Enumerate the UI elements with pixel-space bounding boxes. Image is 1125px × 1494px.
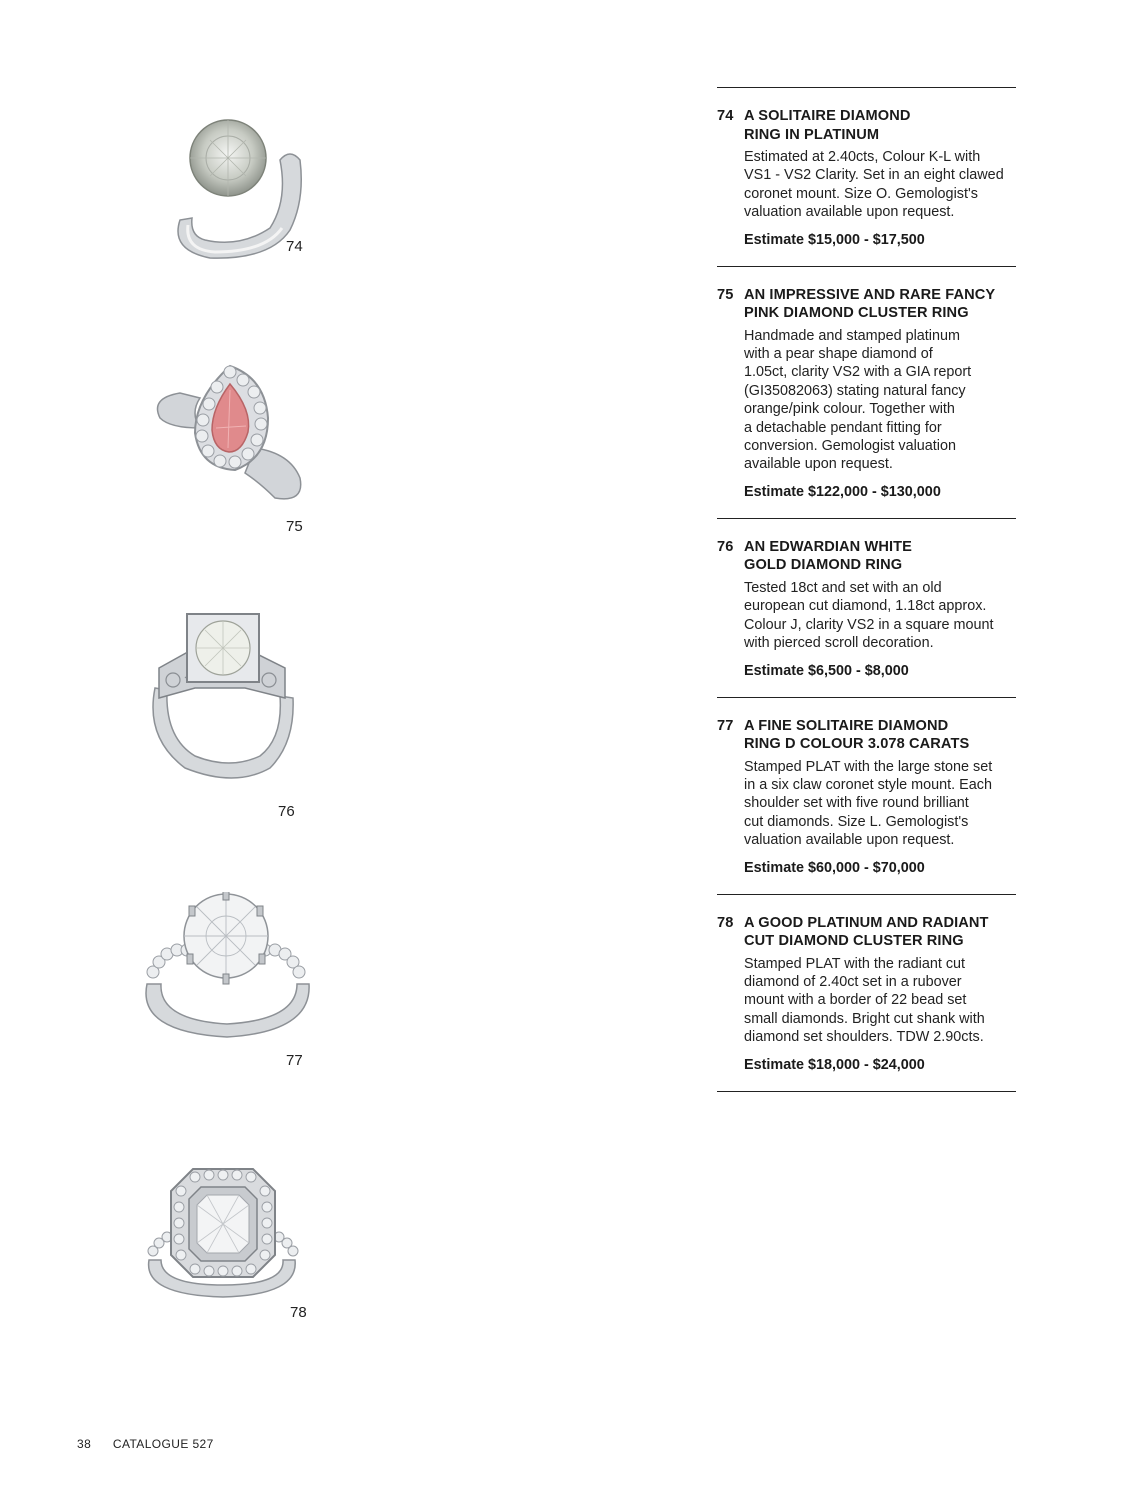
lot-heading bbox=[717, 914, 1016, 951]
lot-77 bbox=[717, 698, 1016, 894]
lot-description: Tested 18ct and set with an old european cut diamond, 1.18ct approx. Colour J, clarity VS2 in a square mount with pierced scroll decoration. bbox=[744, 579, 994, 652]
lot-description: Estimated at 2.40cts, Colour K-L with VS1 - VS2 Clarity. Set in an eight clawed coronet mount. Size O. Gemologist's valuation available upon request. bbox=[744, 149, 1004, 221]
ring-77-label: 77 bbox=[286, 1052, 303, 1069]
ring-78-image bbox=[143, 1165, 303, 1300]
lot-heading bbox=[717, 286, 1016, 323]
ring-74-label: 74 bbox=[286, 238, 303, 255]
lot-74 bbox=[717, 88, 1016, 266]
lot-number: 76 bbox=[717, 538, 734, 555]
lot-descriptions bbox=[717, 87, 1016, 1092]
lot-heading bbox=[717, 107, 1016, 144]
lot-number: 77 bbox=[717, 717, 734, 734]
divider bbox=[717, 1091, 1016, 1092]
lot-heading bbox=[717, 717, 1016, 754]
lot-description: Stamped PLAT with the large stone set in a six claw coronet style mount. Each shoulder set with five round brilliant cut diamonds. Size L. Gemologist's valuation available upon request. bbox=[744, 758, 993, 849]
lot-estimate: Estimate $122,000 - $130,000 bbox=[744, 483, 941, 500]
lot-estimate: Estimate $18,000 - $24,000 bbox=[744, 1056, 925, 1073]
lot-title: A GOOD PLATINUM AND RADIANT CUT DIAMOND CLUSTER RING bbox=[744, 914, 989, 950]
lot-title: A SOLITAIRE DIAMOND RING IN PLATINUM bbox=[744, 108, 911, 143]
ring-76-label: 76 bbox=[278, 803, 295, 820]
lot-number: 75 bbox=[717, 286, 734, 303]
lot-title: AN EDWARDIAN WHITE GOLD DIAMOND RING bbox=[744, 538, 912, 574]
lot-78 bbox=[717, 895, 1016, 1091]
ring-77-image bbox=[137, 892, 317, 1042]
page-number: 38 bbox=[77, 1437, 92, 1451]
lot-estimate: Estimate $6,500 - $8,000 bbox=[744, 662, 909, 679]
lot-title: A FINE SOLITAIRE DIAMOND RING D COLOUR 3.078 CARATS bbox=[744, 717, 970, 752]
ring-76-image bbox=[145, 608, 305, 788]
lot-number: 74 bbox=[717, 108, 734, 124]
page-footer bbox=[77, 1437, 214, 1451]
lot-number: 78 bbox=[717, 914, 734, 931]
lot-estimate: Estimate $15,000 - $17,500 bbox=[744, 231, 925, 248]
lot-description: Stamped PLAT with the radiant cut diamond of 2.40ct set in a rubover mount with a border of 22 bead set small diamonds. Bright cut shank with diamond set shoulders. TDW 2.90cts. bbox=[744, 955, 985, 1046]
lot-description: Handmade and stamped platinum with a pear shape diamond of 1.05ct, clarity VS2 with a GIA report (GI35082063) stating natural fancy orange/pink colour. Together with a detachable pendant fitting for conversion. Gemologist valuation available upon request. bbox=[744, 327, 972, 473]
catalogue-label: CATALOGUE 527 bbox=[112, 1437, 214, 1451]
lot-title: AN IMPRESSIVE AND RARE FANCY PINK DIAMOND CLUSTER RING bbox=[744, 286, 996, 322]
ring-75-image bbox=[150, 358, 310, 538]
lot-76 bbox=[717, 519, 1016, 697]
ring-78-label: 78 bbox=[290, 1304, 307, 1321]
lot-estimate: Estimate $60,000 - $70,000 bbox=[744, 859, 925, 876]
lot-heading bbox=[717, 538, 1016, 575]
lot-75 bbox=[717, 267, 1016, 518]
ring-75-label: 75 bbox=[286, 518, 303, 535]
